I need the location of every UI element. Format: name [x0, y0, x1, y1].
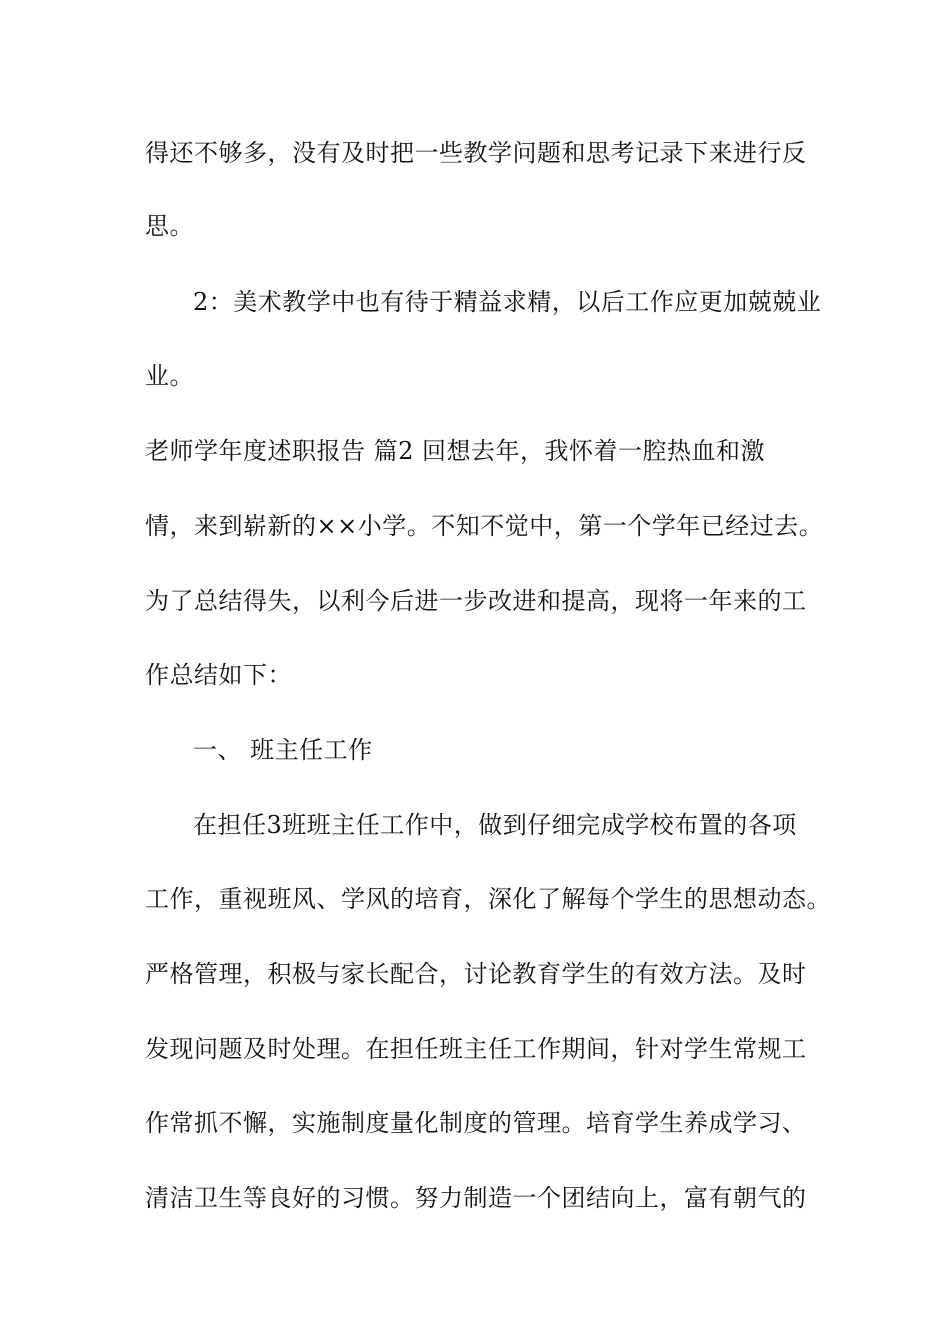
paragraph-line: 业。 [145, 362, 194, 390]
subsection-heading: 一、 班主任工作 [193, 736, 373, 764]
paragraph-line: 工作，重视班风、学风的培育，深化了解每个学生的思想动态。 [145, 885, 831, 913]
paragraph-line: 严格管理，积极与家长配合，讨论教育学生的有效方法。及时 [145, 960, 807, 988]
paragraph-line: 为了总结得失，以利今后进一步改进和提高，现将一年来的工 [145, 587, 807, 615]
paragraph-line: 作常抓不懈，实施制度量化制度的管理。培育学生养成学习、 [145, 1109, 807, 1137]
paragraph-line: 作总结如下： [145, 661, 292, 689]
paragraph-line: 在担任3班班主任工作中，做到仔细完成学校布置的各项 [193, 811, 797, 839]
paragraph-line: 清洁卫生等良好的习惯。努力制造一个团结向上，富有朝气的 [145, 1184, 807, 1212]
paragraph-line: 得还不够多，没有及时把一些教学问题和思考记录下来进行反 [145, 139, 807, 167]
paragraph-line: 思。 [145, 212, 194, 240]
paragraph-line: 情，来到崭新的××小学。不知不觉中，第一个学年已经过去。 [145, 512, 824, 540]
paragraph-line: 发现问题及时处理。在担任班主任工作期间，针对学生常规工 [145, 1035, 807, 1063]
section-heading-line: 老师学年度述职报告 篇2 回想去年，我怀着一腔热血和激 [145, 437, 766, 465]
paragraph-line: 2：美术教学中也有待于精益求精，以后工作应更加兢兢业 [193, 288, 822, 316]
